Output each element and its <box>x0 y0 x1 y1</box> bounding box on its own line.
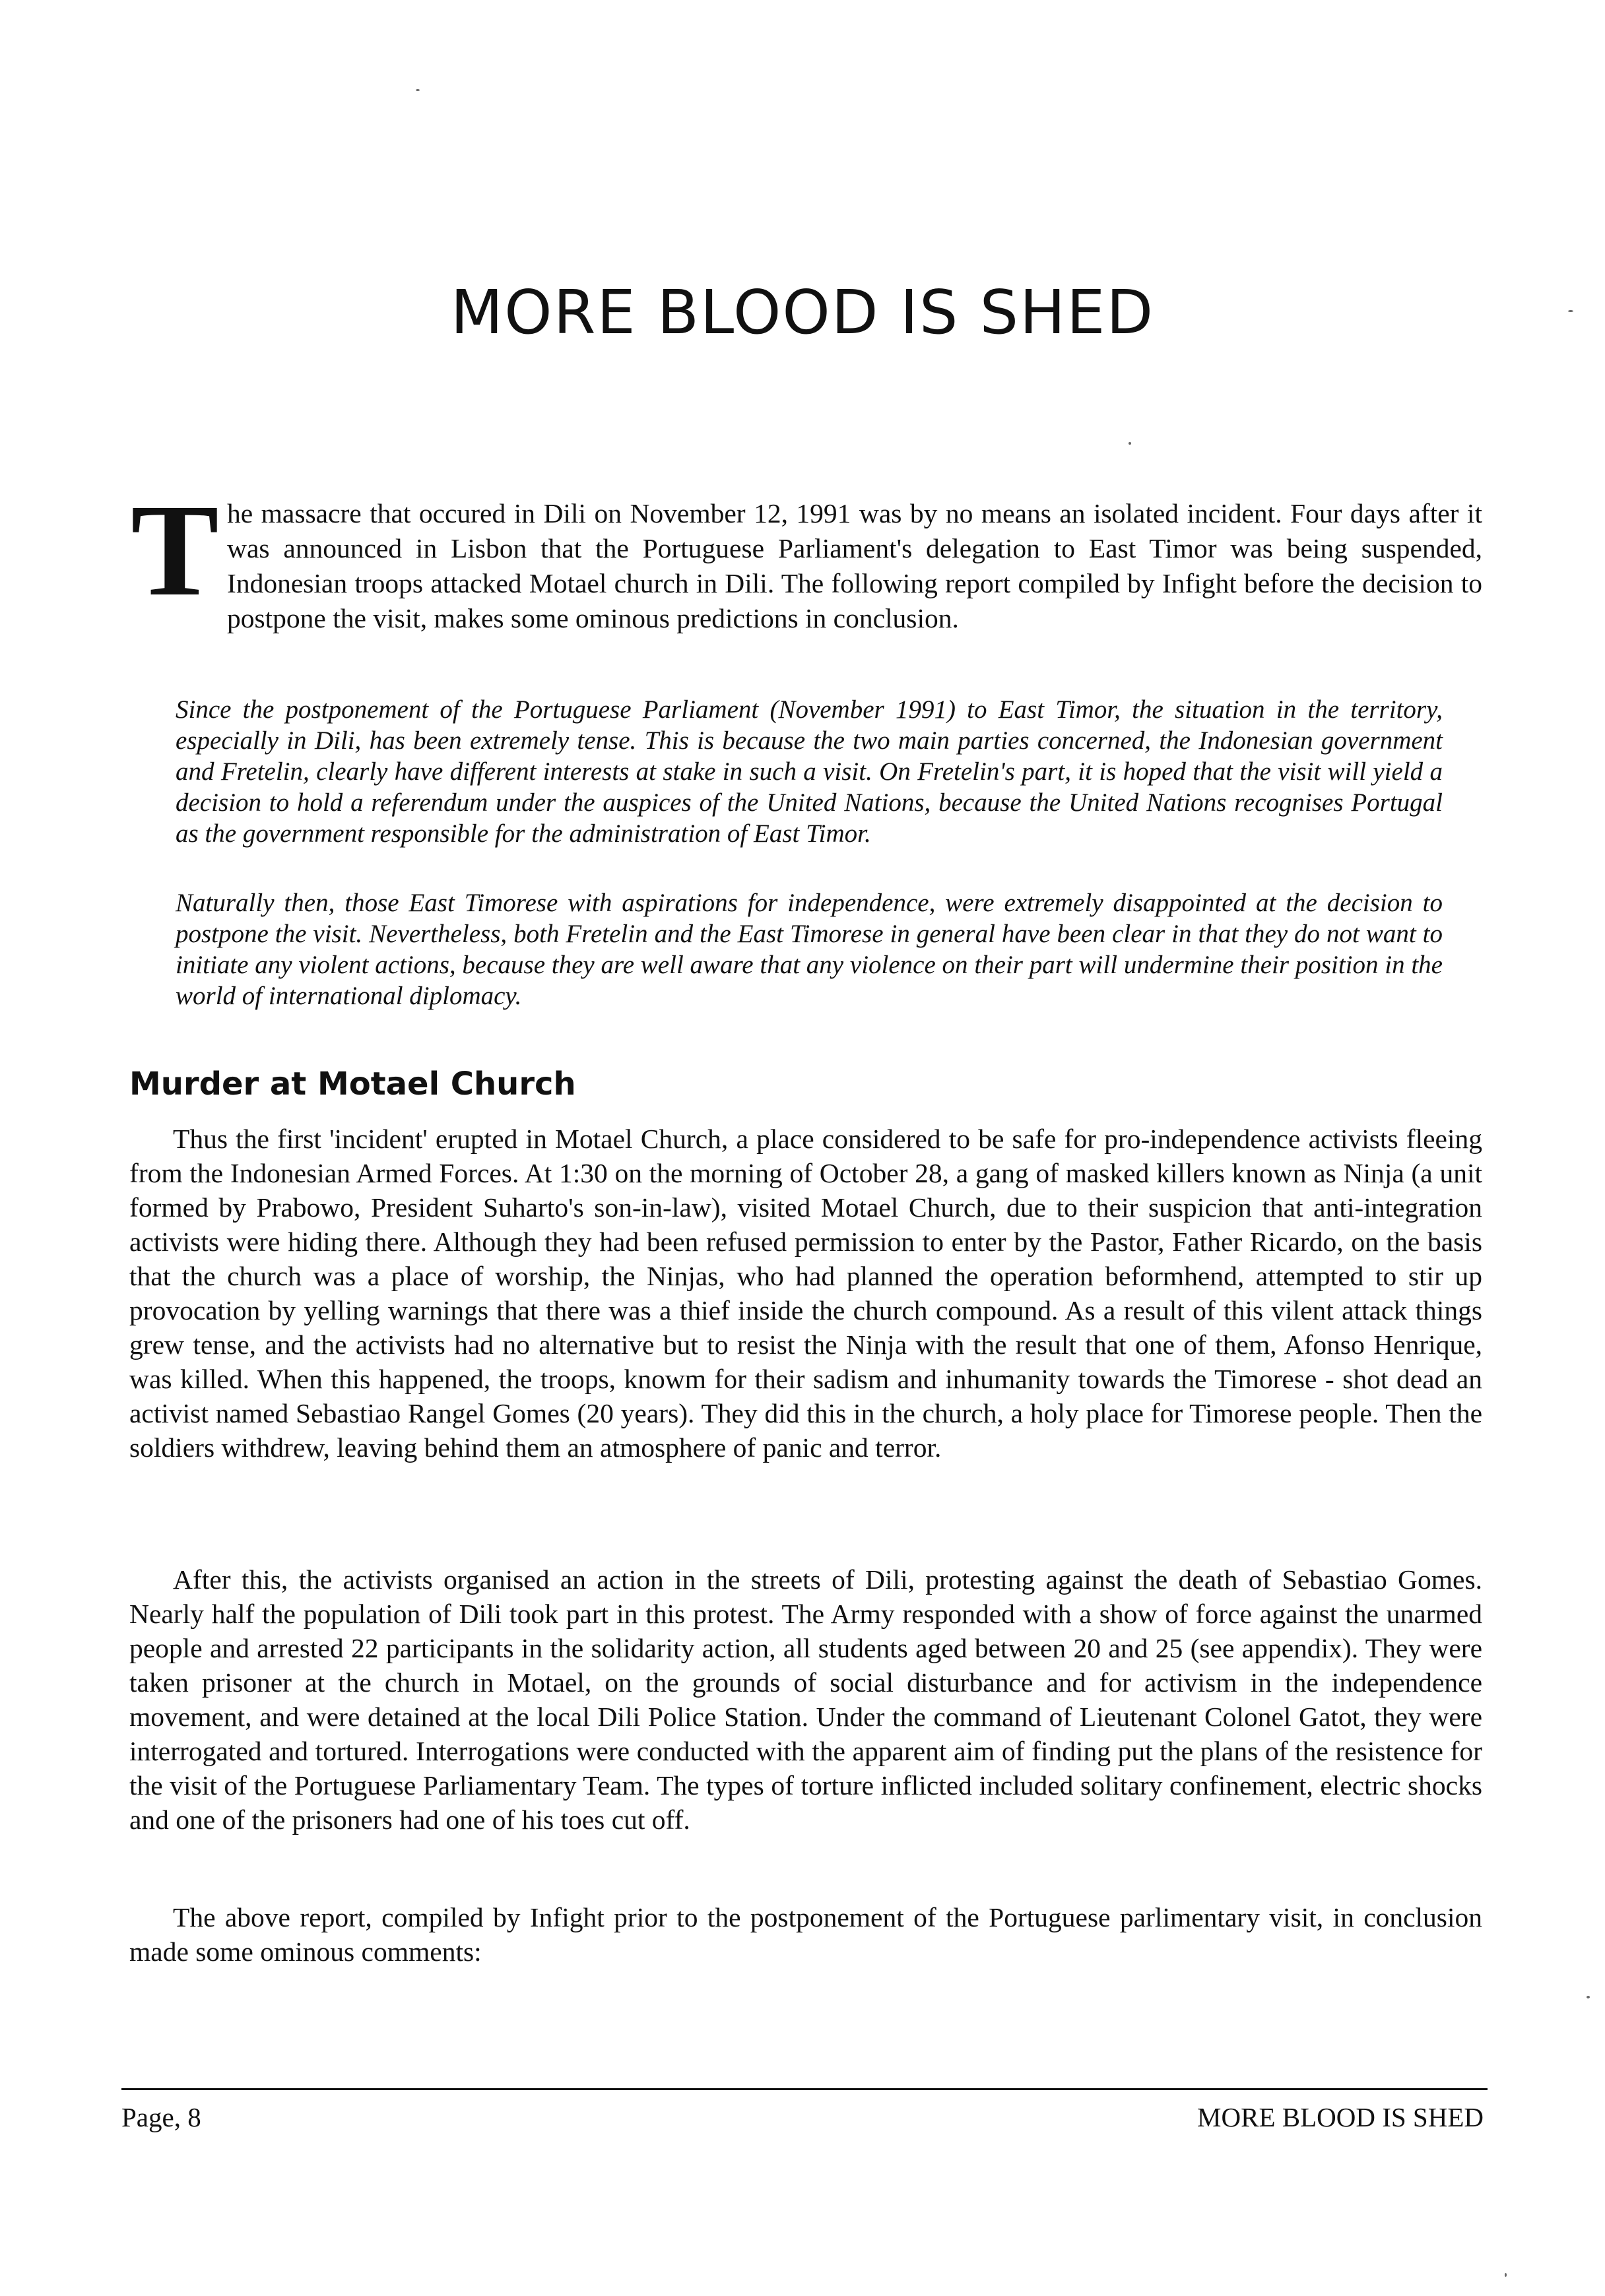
footer-running-title: MORE BLOOD IS SHED <box>1197 2102 1484 2132</box>
body-paragraph-1: Thus the first 'incident' erupted in Motael Church, a place considered to be safe for pro-independence activists fleeing from the Indonesian Armed Forces. At 1:30 on the morning of October 28, a gang of masked killers known as Ninja (a unit formed by Prabowo, President Suharto's son-in-law), visited Motael Church, due to their suspicion that anti-integration activists were hiding there. Although they had been refused permission to enter by the Pastor, Father Ricardo, on the basis that the church was a place of worship, the Ninjas, who had planned the operation beformhend, attempted to stir up provocation by yelling warnings that there was a thief inside the church compound. As a result of this vilent attack things grew tense, and the activists had no alternative but to resist the Ninja with the result that one of them, Afonso Henrique, was killed. When this happened, the troops, knowm for their sadism and inhumanity towards the Timorese - shot dead an activist named Sebastiao Rangel Gomes (20 years). They did this in the church, a holy place for Timorese people. Then the soldiers withdrew, leaving behind them an atmosphere of panic and terror. <box>129 1124 1482 1463</box>
body-paragraph-2: After this, the activists organised an action in the streets of Dili, protesting against the death of Sebastiao Gomes. Nearly half the population of Dili took part in this protest. The Army responded with a show of force against the unarmed people and arrested 22 participants in the solidarity action, all students aged between 20 and 25 (see appendix). They were taken prisoner at the church in Motael, on the grounds of social disturbance and for activism in the independence movement, and were detained at the local Dili Police Station. Under the command of Lieutenant Colonel Gatot, they were interrogated and tortured. Interrogations were conducted with the apparent aim of finding put the plans of the resistence for the visit of the Portuguese Parliamentary Team. The types of torture inflicted included solitary confinement, electric shocks and one of the prisoners had one of his toes cut off. <box>129 1564 1482 1835</box>
footer-page-number: Page, 8 <box>121 2102 201 2132</box>
intro-text: he massacre that occured in Dili on November 12, 1991 was by no means an isolated incident. Four days after it was announced in Lisbon that the Portuguese Parliament's delegation to East Timor was being suspended, Indonesian troops attacked Motael church in Dili. The following report compiled by Infight before the decision to postpone the visit, makes some ominous predictions in conclusion. <box>227 498 1482 633</box>
scan-speck <box>1505 2273 1507 2277</box>
scan-speck <box>1129 442 1131 445</box>
body-paragraph-3: The above report, compiled by Infight prior to the postponement of the Portuguese parlimentary visit, in conclusion made some ominous comments: <box>129 1902 1482 1967</box>
section-heading: Murder at Motael Church <box>129 1066 576 1102</box>
scan-speck <box>1568 310 1573 312</box>
drop-cap-letter: T <box>131 478 219 623</box>
page-title: MORE BLOOD IS SHED <box>450 277 1155 348</box>
intro-paragraph <box>129 478 1482 636</box>
scan-speck <box>1587 1996 1590 1998</box>
quote-paragraph-1: Since the postponement of the Portuguese Parliament (November 1991) to East Timor, the situation in the territory, especially in Dili, has been extremely tense. This is because the two main parties concerned, the Indonesian government and Fretelin, clearly have different interests at stake in such a visit. On Fretelin's part, it is hoped that the visit will yield a decision to hold a referendum under the auspices of the United Nations, because the United Nations recognises Portugal as the government responsible for the administration of East Timor. <box>176 695 1443 848</box>
drop-cap <box>129 478 220 623</box>
quote-paragraph-2: Naturally then, those East Timorese with aspirations for independence, were extremely disappointed at the decision to postpone the visit. Nevertheless, both Fretelin and the East Timorese in general have been clear in that they do not want to initiate any violent actions, because they are well aware that any violence on their part will undermine their position in the world of international diplomacy. <box>176 889 1443 1010</box>
footer-rule <box>121 2088 1488 2090</box>
scan-speck <box>416 89 420 91</box>
